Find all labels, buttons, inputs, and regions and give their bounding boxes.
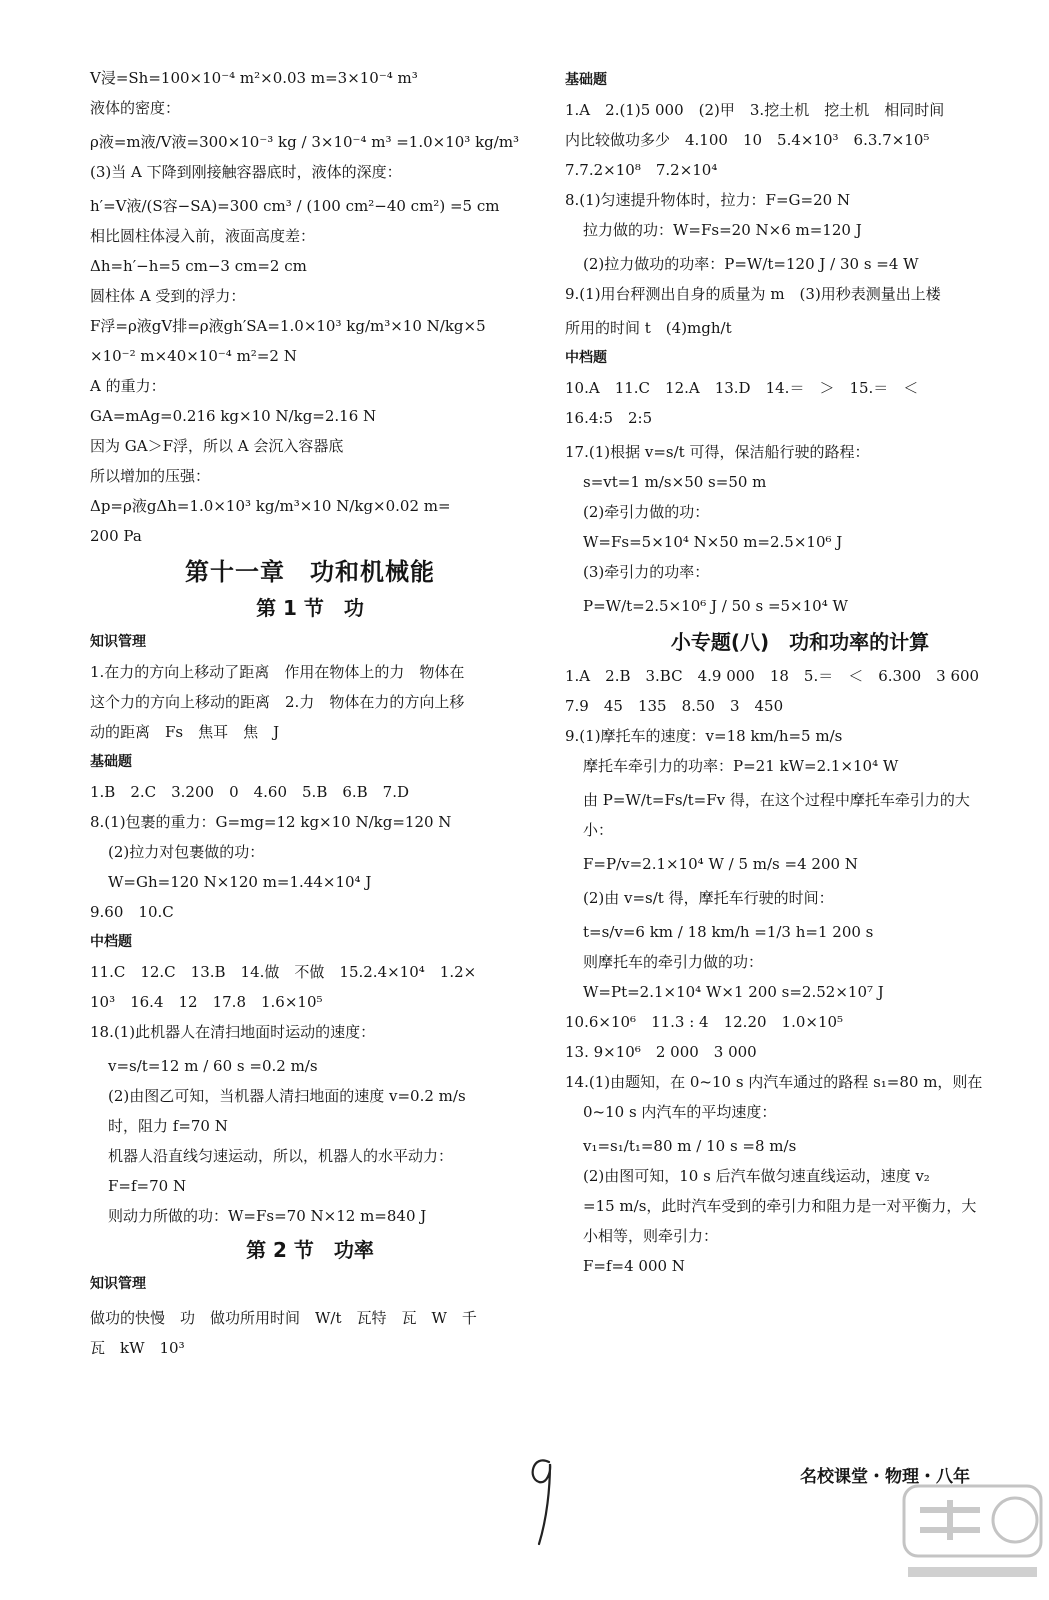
answer-line: 1.B 2.C 3.200 0 4.60 5.B 6.B 7.D	[90, 783, 410, 801]
section-1-content	[90, 632, 530, 1226]
special-topic-title: 小专题(八) 功和功率的计算	[670, 630, 930, 654]
answer-line: F=f=70 N	[108, 1177, 187, 1195]
answer-line: W=Gh=120 N×120 m=1.44×10⁴ J	[108, 873, 372, 891]
answer-line: 14.(1)由题知，在 0~10 s 内汽车通过的路程 s₁=80 m，则在	[565, 1073, 983, 1091]
answer-line: (2)由图乙可知，当机器人清扫地面的速度 v=0.2 m/s	[108, 1087, 466, 1105]
answer-line: 1.A 2.B 3.BC 4.9 000 18 5.＝ ＜ 6.300 3 600	[565, 667, 980, 685]
answer-line: W=Pt=2.1×10⁴ W×1 200 s=2.52×10⁷ J	[583, 983, 884, 1001]
answer-line: v=s/t=12 m / 60 s =0.2 m/s	[108, 1057, 318, 1075]
answer-line: (3)牵引力的功率：	[583, 563, 710, 581]
answer-line: 圆柱体 A 受到的浮力：	[90, 287, 246, 305]
answer-line: F=P/v=2.1×10⁴ W / 5 m/s =4 200 N	[583, 855, 858, 873]
answer-line: 所用的时间 t (4)mgh/t	[565, 319, 732, 337]
answer-line: 小：	[583, 821, 614, 839]
answer-line: 则动力所做的功：W=Fs=70 N×12 m=840 J	[108, 1207, 427, 1225]
section-1-title: 第 1 节 功	[256, 596, 364, 620]
section-2-content	[90, 1274, 530, 1358]
answer-line: P=W/t=2.5×10⁶ J / 50 s =5×10⁴ W	[583, 597, 848, 615]
answer-line: 动的距离 Fs 焦耳 焦 J	[90, 723, 280, 741]
answer-line: t=s/v=6 km / 18 km/h =1/3 h=1 200 s	[583, 923, 874, 941]
answer-line: s=vt=1 m/s×50 s=50 m	[583, 473, 767, 491]
answer-line: 7.9 45 135 8.50 3 450	[565, 697, 784, 715]
answer-line: 由 P=W/t=Fs/t=Fv 得，在这个过程中摩托车牵引力的大	[583, 791, 970, 809]
answer-line: 所以增加的压强：	[90, 467, 211, 485]
handwritten-page-number	[523, 1448, 563, 1548]
answer-line: 相比圆柱体浸入前，液面高度差：	[90, 227, 316, 245]
answer-line: 瓦 kW 10³	[90, 1339, 185, 1357]
answer-line: Δh=h′−h=5 cm−3 cm=2 cm	[90, 257, 307, 275]
answer-line: 1.在力的方向上移动了距离 作用在物体上的力 物体在	[90, 663, 465, 681]
answer-line: 8.(1)包裹的重力：G=mg=12 kg×10 N/kg=120 N	[90, 813, 452, 831]
answer-line: 16.4:5 2:5	[565, 409, 653, 427]
footer-book-title: 名校课堂・物理・八年	[800, 1467, 970, 1487]
answer-line: 因为 GA＞F浮，所以 A 会沉入容器底	[90, 437, 344, 455]
answer-line: Δp=ρ液gΔh=1.0×10³ kg/m³×10 N/kg×0.02 m=	[90, 497, 451, 515]
section-2-title: 第 2 节 功率	[246, 1238, 374, 1262]
answer-line: 10.6×10⁶ 11.3 : 4 12.20 1.0×10⁵	[565, 1013, 844, 1031]
answer-line: 摩托车牵引力的功率：P=21 kW=2.1×10⁴ W	[583, 757, 899, 775]
watermark-logo	[900, 1480, 1045, 1595]
sub-heading: 知识管理	[90, 634, 146, 650]
answer-line: 则摩托车的牵引力做的功：	[583, 953, 764, 971]
answer-line: 9.(1)用台秤测出自身的质量为 m (3)用秒表测量出上楼	[565, 285, 941, 303]
answer-line: 9.(1)摩托车的速度：v=18 km/h=5 m/s	[565, 727, 843, 745]
sub-heading: 中档题	[565, 350, 607, 366]
answer-line: 液体的密度：	[90, 99, 181, 117]
answer-line: F浮=ρ液gV排=ρ液gh′SA=1.0×10³ kg/m³×10 N/kg×5	[90, 317, 486, 335]
answer-line: GA=mAg=0.216 kg×10 N/kg=2.16 N	[90, 407, 377, 425]
section-2-answers	[565, 70, 1035, 620]
answer-line: 7.7.2×10⁸ 7.2×10⁴	[565, 161, 718, 179]
answer-line: F=f=4 000 N	[583, 1257, 685, 1275]
answer-line: 13. 9×10⁶ 2 000 3 000	[565, 1043, 757, 1061]
answer-line: ×10⁻² m×40×10⁻⁴ m²=2 N	[90, 347, 297, 365]
answer-line: =15 m/s，此时汽车受到的牵引力和阻力是一对平衡力，大	[583, 1197, 977, 1215]
answer-line: 拉力做的功：W=Fs=20 N×6 m=120 J	[583, 221, 862, 239]
answer-line: W=Fs=5×10⁴ N×50 m=2.5×10⁶ J	[583, 533, 843, 551]
chapter-title: 第十一章 功和机械能	[185, 558, 435, 586]
answer-line: 10³ 16.4 12 17.8 1.6×10⁵	[90, 993, 323, 1011]
answer-line: (2)由 v=s/t 得，摩托车行驶的时间：	[583, 889, 834, 907]
answer-line: 做功的快慢 功 做功所用时间 W/t 瓦特 瓦 W 千	[90, 1309, 477, 1327]
answer-line: (2)牵引力做的功：	[583, 503, 710, 521]
answer-line: 10.A 11.C 12.A 13.D 14.＝ ＞ 15.＝ ＜	[565, 379, 919, 397]
answer-line: V浸=Sh=100×10⁻⁴ m²×0.03 m=3×10⁻⁴ m³	[90, 69, 418, 87]
sub-heading: 基础题	[565, 72, 607, 88]
answer-line: 9.60 10.C	[90, 903, 174, 921]
answer-line: 内比较做功多少 4.100 10 5.4×10³ 6.3.7×10⁵	[565, 131, 930, 149]
answer-line: 200 Pa	[90, 527, 142, 545]
left-column	[90, 68, 530, 1368]
answer-line: 11.C 12.C 13.B 14.做 不做 15.2.4×10⁴ 1.2×	[90, 963, 477, 981]
answer-line: 机器人沿直线匀速运动，所以，机器人的水平动力：	[108, 1147, 454, 1165]
answer-line: 18.(1)此机器人在清扫地面时运动的速度：	[90, 1023, 376, 1041]
right-column	[565, 68, 1035, 1286]
answer-line: ρ液=m液/V液=300×10⁻³ kg / 3×10⁻⁴ m³ =1.0×10³ kg/m³	[90, 133, 520, 151]
answer-line: 这个力的方向上移动的距离 2.力 物体在力的方向上移	[90, 693, 465, 711]
sub-heading: 基础题	[90, 754, 132, 770]
special-topic-answers	[565, 666, 1035, 1276]
sub-heading: 知识管理	[90, 1276, 146, 1292]
answer-line: 1.A 2.(1)5 000 (2)甲 3.挖土机 挖土机 相同时间	[565, 101, 945, 119]
answer-line: (2)由图可知，10 s 后汽车做匀速直线运动，速度 v₂	[583, 1167, 930, 1185]
answer-line: 0~10 s 内汽车的平均速度：	[583, 1103, 777, 1121]
left-solution-lines	[90, 68, 530, 546]
sub-heading: 中档题	[90, 934, 132, 950]
answer-line: 小相等，则牵引力：	[583, 1227, 719, 1245]
answer-line: A 的重力：	[90, 377, 166, 395]
answer-line: h′=V液/(S容−SA)=300 cm³ / (100 cm²−40 cm²) =5 cm	[90, 197, 500, 215]
answer-line: (3)当 A 下降到刚接触容器底时，液体的深度：	[90, 163, 402, 181]
answer-line: 时，阻力 f=70 N	[108, 1117, 228, 1135]
answer-line: (2)拉力对包裹做的功：	[108, 843, 265, 861]
answer-line: v₁=s₁/t₁=80 m / 10 s =8 m/s	[583, 1137, 797, 1155]
answer-line: (2)拉力做功的功率：P=W/t=120 J / 30 s =4 W	[583, 255, 919, 273]
answer-line: 17.(1)根据 v=s/t 可得，保洁船行驶的路程：	[565, 443, 870, 461]
answer-line: 8.(1)匀速提升物体时，拉力：F=G=20 N	[565, 191, 851, 209]
